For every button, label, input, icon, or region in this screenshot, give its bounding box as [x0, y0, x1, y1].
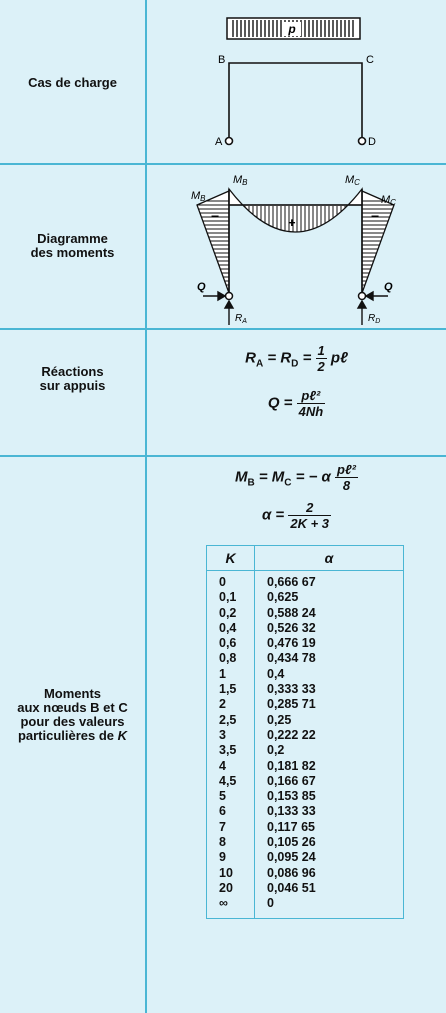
row-divider [0, 328, 446, 330]
moment-mb-side: MB [191, 190, 206, 203]
k-value: 0,2 [207, 606, 255, 621]
k-value: 2,5 [207, 713, 255, 728]
moments-label: Moments aux nœuds B et C pour des valeurs particulières de K [17, 686, 128, 743]
thrust-arrow-left [203, 292, 225, 300]
alpha-value: 0 [255, 896, 404, 918]
node-c-label: C [366, 54, 374, 66]
k-value: 20 [207, 881, 255, 896]
alpha-value: 0,285 71 [255, 697, 404, 712]
plus-sign: + [288, 215, 296, 230]
table-row [207, 835, 404, 850]
alpha-value: 0,625 [255, 590, 404, 605]
alpha-value: 0,095 24 [255, 850, 404, 865]
table-row [207, 896, 404, 918]
alpha-value: 0,526 32 [255, 621, 404, 636]
table-row [207, 804, 404, 819]
k-alpha-table [206, 545, 404, 919]
table-row [207, 774, 404, 789]
row-divider [0, 455, 446, 457]
load-case-label: Cas de charge [28, 75, 117, 90]
moment-mc-top: MC [345, 174, 360, 187]
distributed-load [227, 18, 360, 39]
node-d-label: D [368, 136, 376, 148]
reaction-arrow-d [358, 301, 366, 325]
k-value: 6 [207, 804, 255, 819]
load-case-diagram [147, 0, 446, 163]
k-value: 2 [207, 697, 255, 712]
alpha-column-header: α [255, 546, 404, 571]
k-value: 0,6 [207, 636, 255, 651]
load-label: p [288, 22, 296, 36]
alpha-value: 0,434 78 [255, 651, 404, 666]
k-value: 0,1 [207, 590, 255, 605]
k-column-header: K [207, 546, 255, 571]
k-value: 0 [207, 571, 255, 591]
table-row [207, 820, 404, 835]
k-value: 5 [207, 789, 255, 804]
table-row [207, 713, 404, 728]
k-value: 4,5 [207, 774, 255, 789]
alpha-value: 0,333 33 [255, 682, 404, 697]
moment-formula: $M_B = M_C$ = − α $\frac{\text{pℓ²}}{8}$ [234, 462, 357, 493]
alpha-value: 0,153 85 [255, 789, 404, 804]
table-row [207, 850, 404, 865]
alpha-value: 0,222 22 [255, 728, 404, 743]
table-row [207, 866, 404, 881]
table-row [207, 743, 404, 758]
reaction-arrow-a [225, 301, 233, 325]
node-a-label: A [215, 136, 223, 148]
thrust-formula: Q = $\frac{\text{pℓ²}}{4Nh}$ [267, 388, 324, 419]
alpha-value: 0,4 [255, 667, 404, 682]
k-value: 0,8 [207, 651, 255, 666]
table-row [207, 636, 404, 651]
moment-mc-side: MC [381, 194, 396, 207]
thrust-label-left: Q [197, 281, 206, 293]
k-value: 10 [207, 866, 255, 881]
alpha-value: 0,181 82 [255, 759, 404, 774]
alpha-value: 0,2 [255, 743, 404, 758]
portal-frame [226, 63, 366, 145]
alpha-value: 0,046 51 [255, 881, 404, 896]
k-value: ∞ [207, 896, 255, 918]
minus-sign-left: − [211, 208, 220, 224]
alpha-formula: α = $\frac{2}{2K + 3}$ [261, 500, 330, 531]
table-row [207, 728, 404, 743]
k-value: 1 [207, 667, 255, 682]
alpha-value: 0,105 26 [255, 835, 404, 850]
table-row [207, 667, 404, 682]
alpha-value: 0,476 19 [255, 636, 404, 651]
node-b-label: B [218, 54, 226, 66]
reactions-label: Réactions sur appuis [39, 364, 106, 393]
table-row [207, 571, 404, 591]
table-row [207, 606, 404, 621]
reaction-formula: $R_A = R_D$ = $\frac{1}{2}$ pℓ [245, 343, 348, 374]
k-value: 9 [207, 850, 255, 865]
minus-sign-right: − [371, 208, 380, 224]
reaction-label-d: $R_D$ [368, 313, 381, 325]
table-row [207, 759, 404, 774]
k-value: 4 [207, 759, 255, 774]
k-value: 1,5 [207, 682, 255, 697]
alpha-value: 0,117 65 [255, 820, 404, 835]
alpha-value: 0,25 [255, 713, 404, 728]
reaction-label-a: $R_A$ [235, 313, 247, 325]
alpha-value: 0,588 24 [255, 606, 404, 621]
alpha-value: 0,166 67 [255, 774, 404, 789]
table-row [207, 590, 404, 605]
alpha-value: 0,086 96 [255, 866, 404, 881]
k-value: 8 [207, 835, 255, 850]
moment-diagram [147, 165, 446, 328]
table-row [207, 881, 404, 896]
k-value: 3 [207, 728, 255, 743]
table-row [207, 621, 404, 636]
table-row [207, 789, 404, 804]
k-value: 3,5 [207, 743, 255, 758]
table-row [207, 682, 404, 697]
moment-diagram-label: Diagramme des moments [30, 231, 115, 260]
moment-mb-top: MB [233, 174, 248, 187]
thrust-label-right: Q [384, 281, 393, 293]
table-row [207, 697, 404, 712]
k-value: 0,4 [207, 621, 255, 636]
k-value: 7 [207, 820, 255, 835]
thrust-arrow-right [366, 292, 388, 300]
table-row [207, 651, 404, 666]
alpha-value: 0,133 33 [255, 804, 404, 819]
alpha-value: 0,666 67 [255, 571, 404, 591]
